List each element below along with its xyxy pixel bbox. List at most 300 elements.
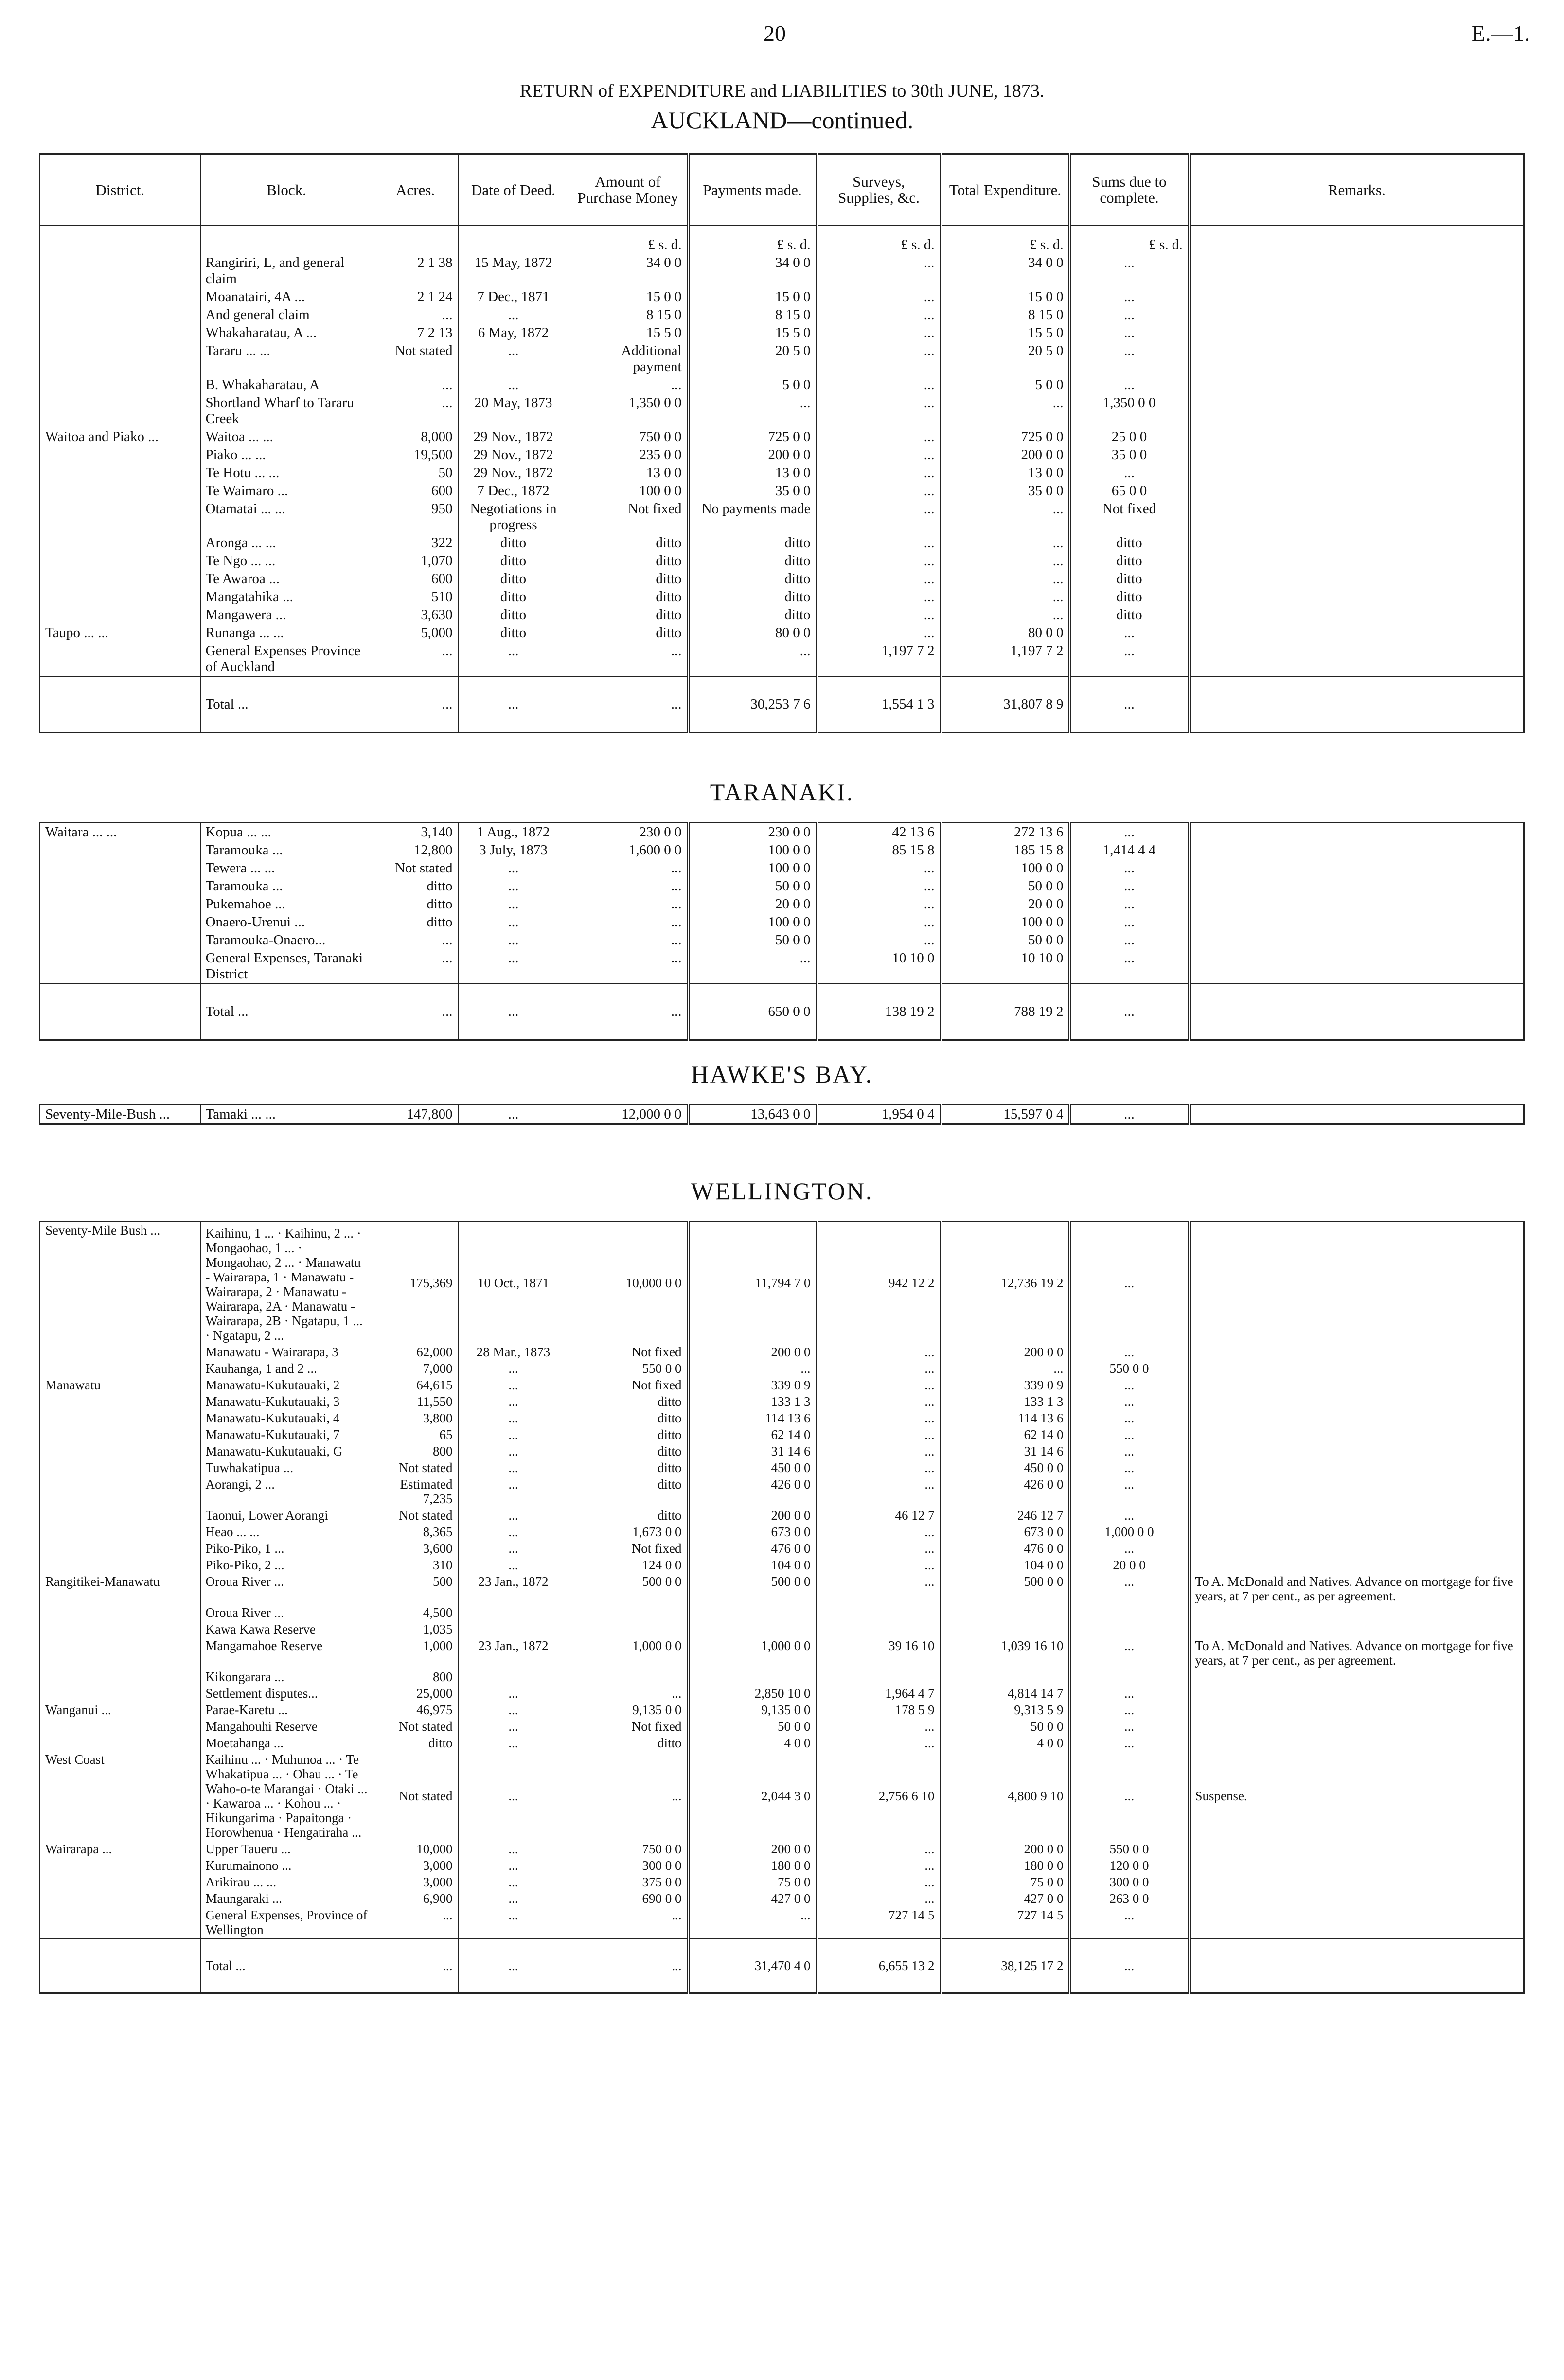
cell-acres: 46,975 [373, 1702, 458, 1718]
table-row [40, 859, 1524, 877]
cell-total: 75 0 0 [941, 1874, 1070, 1890]
cell-surveys: ... [817, 324, 941, 342]
cell-payments: ... [688, 642, 817, 676]
col-date-of-deed: Date of Deed. [458, 154, 569, 226]
cell-date: ... [458, 1890, 569, 1907]
cell-block: Manawatu-Kukutauaki, 4 [200, 1410, 373, 1426]
cell-surveys: ... [817, 254, 941, 288]
cell-payments: 80 0 0 [688, 624, 817, 642]
table-row [40, 1443, 1524, 1459]
cell-payments: 13 0 0 [688, 464, 817, 482]
cell-purchase: ditto [569, 1410, 688, 1426]
cell-purchase: 750 0 0 [569, 428, 688, 446]
cell-total: 339 0 9 [941, 1377, 1070, 1393]
cell-total [941, 1604, 1070, 1621]
table-row [40, 500, 1524, 534]
cell-payments: 5 0 0 [688, 376, 817, 394]
cell-surveys: ... [817, 1857, 941, 1874]
cell-due: Not fixed [1070, 500, 1189, 534]
cell-total: 180 0 0 [941, 1857, 1070, 1874]
cell-block: Manawatu - Wairarapa, 3 [200, 1344, 373, 1360]
cell-purchase: 124 0 0 [569, 1557, 688, 1573]
cell-surveys: ... [817, 1573, 941, 1604]
cell-total: 80 0 0 [941, 624, 1070, 642]
cell-date: 29 Nov., 1872 [458, 428, 569, 446]
cell-payments: 11,794 7 0 [688, 1222, 817, 1344]
cell-due: ... [1070, 913, 1189, 931]
cell-remarks [1189, 1890, 1524, 1907]
table-row [40, 394, 1524, 428]
cell-total: 1,197 7 2 [941, 642, 1070, 676]
cell-total: ... [941, 588, 1070, 606]
cell-due: ditto [1070, 606, 1189, 624]
table-row [40, 624, 1524, 642]
table-row [40, 895, 1524, 913]
cell-acres: 3,000 [373, 1874, 458, 1890]
cell-surveys: ... [817, 534, 941, 552]
cell-date: ... [458, 1540, 569, 1557]
cell-block: Taramouka-Onaero... [200, 931, 373, 949]
cell-remarks: To A. McDonald and Natives. Advance on mortgage for five years, at 7 per cent., as per agreement. [1189, 1637, 1524, 1669]
cell-purchase: ditto [569, 1735, 688, 1751]
table-row [40, 1890, 1524, 1907]
cell-purchase: ... [569, 931, 688, 949]
hawkes-bay-table [39, 1104, 1525, 1125]
cell-date: ... [458, 1360, 569, 1377]
cell-total: 35 0 0 [941, 482, 1070, 500]
cell-acres: 1,000 [373, 1637, 458, 1669]
cell-payments: 20 5 0 [688, 342, 817, 376]
cell-district [40, 342, 200, 376]
cell-due: ... [1070, 984, 1189, 1040]
table-row [40, 841, 1524, 859]
cell-remarks [1189, 1344, 1524, 1360]
cell-purchase: ditto [569, 1426, 688, 1443]
cell-total: 100 0 0 [941, 859, 1070, 877]
cell-surveys: 39 16 10 [817, 1637, 941, 1669]
cell-district [40, 1410, 200, 1426]
cell-total: 104 0 0 [941, 1557, 1070, 1573]
cell-surveys: ... [817, 1874, 941, 1890]
cell-block: Total ... [200, 1938, 373, 1993]
cell-total: 426 0 0 [941, 1476, 1070, 1507]
cell-total: 673 0 0 [941, 1524, 1070, 1540]
cell-remarks [1189, 446, 1524, 464]
cell-total: 500 0 0 [941, 1573, 1070, 1604]
cell-due: 1,000 0 0 [1070, 1524, 1189, 1540]
cell-acres: 8,000 [373, 428, 458, 446]
cell-remarks [1189, 394, 1524, 428]
cell-payments: 13,643 0 0 [688, 1105, 817, 1124]
cell-payments: 50 0 0 [688, 1718, 817, 1735]
cell-district: Seventy-Mile-Bush ... [40, 1105, 200, 1124]
cell-date: ... [458, 1907, 569, 1938]
cell-block: Kurumainono ... [200, 1857, 373, 1874]
cell-district: Waitara ... ... [40, 823, 200, 842]
cell-due: ... [1070, 1476, 1189, 1507]
cell-district: Waitoa and Piako ... [40, 428, 200, 446]
cell-remarks [1189, 1459, 1524, 1476]
cell-district [40, 324, 200, 342]
cell-surveys: ... [817, 1524, 941, 1540]
cell-acres: 12,800 [373, 841, 458, 859]
cell-remarks [1189, 1410, 1524, 1426]
cell-surveys: ... [817, 606, 941, 624]
cell-remarks [1189, 552, 1524, 570]
cell-total: 50 0 0 [941, 931, 1070, 949]
cell-surveys: ... [817, 500, 941, 534]
cell-total: 15 0 0 [941, 288, 1070, 306]
cell-date: ditto [458, 534, 569, 552]
cell-date: ... [458, 1507, 569, 1524]
cell-date: 28 Mar., 1873 [458, 1344, 569, 1360]
cell-surveys: ... [817, 1540, 941, 1557]
cell-total: ... [941, 394, 1070, 428]
table-row [40, 1637, 1524, 1669]
cell-remarks [1189, 1377, 1524, 1393]
cell-remarks [1189, 984, 1524, 1040]
table-row [40, 376, 1524, 394]
table-row [40, 1604, 1524, 1621]
cell-acres: 50 [373, 464, 458, 482]
cell-acres: 510 [373, 588, 458, 606]
cell-surveys: ... [817, 1476, 941, 1507]
cell-district [40, 482, 200, 500]
cell-due: 1,350 0 0 [1070, 394, 1189, 428]
cell-total: ... [941, 570, 1070, 588]
cell-total: 200 0 0 [941, 446, 1070, 464]
cell-due: ... [1070, 949, 1189, 984]
cell-date: ... [458, 1857, 569, 1874]
table-row [40, 913, 1524, 931]
cell-purchase: 235 0 0 [569, 446, 688, 464]
cell-acres: 2 1 24 [373, 288, 458, 306]
cell-district [40, 1557, 200, 1573]
cell-purchase: 1,000 0 0 [569, 1637, 688, 1669]
cell-due: 120 0 0 [1070, 1857, 1189, 1874]
cell-purchase: 500 0 0 [569, 1573, 688, 1604]
cell-payments: 200 0 0 [688, 1841, 817, 1857]
cell-block: Total ... [200, 984, 373, 1040]
cell-surveys: ... [817, 288, 941, 306]
cell-district [40, 606, 200, 624]
cell-surveys: 178 5 9 [817, 1702, 941, 1718]
cell-payments: 673 0 0 [688, 1524, 817, 1540]
cell-date: ... [458, 1841, 569, 1857]
section-subtitle: AUCKLAND—continued. [650, 107, 914, 134]
cell-acres: 3,140 [373, 823, 458, 842]
cell-acres: ditto [373, 895, 458, 913]
cell-due: ... [1070, 624, 1189, 642]
cell-district [40, 1459, 200, 1476]
cell-district [40, 1637, 200, 1669]
unit-label: £ s. d. [569, 226, 688, 254]
total-row [40, 984, 1524, 1040]
cell-payments: 476 0 0 [688, 1540, 817, 1557]
cell-remarks [1189, 1735, 1524, 1751]
cell-payments: 104 0 0 [688, 1557, 817, 1573]
cell-due: ... [1070, 1637, 1189, 1669]
cell-purchase: 15 5 0 [569, 324, 688, 342]
cell-purchase: ditto [569, 534, 688, 552]
cell-remarks [1189, 931, 1524, 949]
cell-block: General Expenses Province of Auckland [200, 642, 373, 676]
cell-district [40, 1360, 200, 1377]
cell-block: Aronga ... ... [200, 534, 373, 552]
cell-remarks [1189, 1718, 1524, 1735]
cell-block: Moetahanga ... [200, 1735, 373, 1751]
cell-district: Wanganui ... [40, 1702, 200, 1718]
cell-district [40, 288, 200, 306]
cell-surveys: 1,554 1 3 [817, 676, 941, 733]
cell-surveys: ... [817, 1377, 941, 1393]
cell-total: 13 0 0 [941, 464, 1070, 482]
cell-block: Te Waimaro ... [200, 482, 373, 500]
table-row [40, 1702, 1524, 1718]
cell-purchase: ... [569, 877, 688, 895]
cell-remarks [1189, 1621, 1524, 1637]
cell-block: Taonui, Lower Aorangi [200, 1507, 373, 1524]
table-row [40, 1222, 1524, 1344]
cell-remarks [1189, 1702, 1524, 1718]
cell-acres: Not stated [373, 859, 458, 877]
cell-purchase: ditto [569, 570, 688, 588]
cell-district [40, 376, 200, 394]
page-title: RETURN of EXPENDITURE and LIABILITIES to 30th JUNE, 1873. [519, 81, 1045, 101]
table-row [40, 1393, 1524, 1410]
cell-purchase: 9,135 0 0 [569, 1702, 688, 1718]
cell-district [40, 1907, 200, 1938]
cell-surveys [817, 1621, 941, 1637]
cell-payments: 339 0 9 [688, 1377, 817, 1393]
cell-district [40, 1735, 200, 1751]
table-row [40, 1573, 1524, 1604]
cell-total: 4,800 9 10 [941, 1751, 1070, 1841]
cell-block: Piko-Piko, 2 ... [200, 1557, 373, 1573]
cell-purchase: ... [569, 859, 688, 877]
table-row [40, 931, 1524, 949]
cell-remarks [1189, 570, 1524, 588]
cell-acres: 600 [373, 570, 458, 588]
cell-surveys [817, 1604, 941, 1621]
cell-district [40, 984, 200, 1040]
cell-district [40, 859, 200, 877]
cell-date: ... [458, 859, 569, 877]
cell-date: ... [458, 1443, 569, 1459]
col-acres: Acres. [373, 154, 458, 226]
cell-due: ditto [1070, 534, 1189, 552]
cell-remarks [1189, 588, 1524, 606]
cell-surveys: 85 15 8 [817, 841, 941, 859]
cell-due: ... [1070, 642, 1189, 676]
cell-date: ... [458, 1735, 569, 1751]
cell-surveys: ... [817, 306, 941, 324]
cell-acres: ... [373, 1938, 458, 1993]
cell-payments [688, 1669, 817, 1685]
table-row [40, 1685, 1524, 1702]
cell-block: Maungaraki ... [200, 1890, 373, 1907]
table-row [40, 324, 1524, 342]
cell-block: Waitoa ... ... [200, 428, 373, 446]
cell-total: 34 0 0 [941, 254, 1070, 288]
cell-surveys: ... [817, 1344, 941, 1360]
section-title-wellington: WELLINGTON. [691, 1177, 873, 1205]
cell-purchase: 100 0 0 [569, 482, 688, 500]
cell-district [40, 1344, 200, 1360]
cell-acres: 600 [373, 482, 458, 500]
cell-total: 62 14 0 [941, 1426, 1070, 1443]
cell-payments: 426 0 0 [688, 1476, 817, 1507]
cell-acres: 19,500 [373, 446, 458, 464]
cell-payments: 100 0 0 [688, 859, 817, 877]
cell-date: ... [458, 984, 569, 1040]
cell-block: Settlement disputes... [200, 1685, 373, 1702]
cell-purchase: ditto [569, 1393, 688, 1410]
cell-total: 788 19 2 [941, 984, 1070, 1040]
cell-payments: 500 0 0 [688, 1573, 817, 1604]
document-reference: E.—1. [1471, 21, 1530, 46]
cell-acres: Not stated [373, 1751, 458, 1841]
cell-total: 727 14 5 [941, 1907, 1070, 1938]
cell-total: 5 0 0 [941, 376, 1070, 394]
cell-total: 427 0 0 [941, 1890, 1070, 1907]
cell-total: ... [941, 552, 1070, 570]
cell-remarks [1189, 342, 1524, 376]
cell-district [40, 1890, 200, 1907]
cell-block: Manawatu-Kukutauaki, 3 [200, 1393, 373, 1410]
cell-payments: ditto [688, 534, 817, 552]
cell-payments [688, 1621, 817, 1637]
cell-acres: 3,800 [373, 1410, 458, 1426]
unit-label: £ s. d. [817, 226, 941, 254]
col-block: Block. [200, 154, 373, 226]
cell-remarks [1189, 1685, 1524, 1702]
cell-due: ... [1070, 1459, 1189, 1476]
cell-date: ... [458, 676, 569, 733]
cell-date: 15 May, 1872 [458, 254, 569, 288]
unit-label: £ s. d. [941, 226, 1070, 254]
cell-payments: 8 15 0 [688, 306, 817, 324]
cell-due: ... [1070, 1735, 1189, 1751]
cell-date: ... [458, 1685, 569, 1702]
cell-surveys: 2,756 6 10 [817, 1751, 941, 1841]
cell-payments: 50 0 0 [688, 877, 817, 895]
cell-block: General Expenses, Taranaki District [200, 949, 373, 984]
cell-payments: 62 14 0 [688, 1426, 817, 1443]
cell-acres: ditto [373, 913, 458, 931]
cell-block: Pukemahoe ... [200, 895, 373, 913]
cell-block: Mangatahika ... [200, 588, 373, 606]
cell-due: ... [1070, 676, 1189, 733]
cell-total: 4,814 14 7 [941, 1685, 1070, 1702]
cell-surveys: ... [817, 913, 941, 931]
cell-remarks [1189, 1105, 1524, 1124]
cell-purchase: ... [569, 949, 688, 984]
cell-date: ... [458, 1557, 569, 1573]
cell-block-group: Kaihinu ... · Muhunoa ... · Te Whakatipua ... · Ohau ... · Te Waho-o-te Marangai · Otaki ... · Kawaroa ... · Kohou ... · Hikungarima · Papaitonga · Horowhenua · Hengatiraha ... [200, 1751, 373, 1841]
cell-block: Mangahouhi Reserve [200, 1718, 373, 1735]
cell-district [40, 500, 200, 534]
cell-remarks [1189, 1476, 1524, 1507]
cell-surveys: 942 12 2 [817, 1222, 941, 1344]
cell-acres: 62,000 [373, 1344, 458, 1360]
cell-remarks [1189, 1604, 1524, 1621]
cell-date: ... [458, 1524, 569, 1540]
cell-block: Kawa Kawa Reserve [200, 1621, 373, 1637]
cell-acres: 10,000 [373, 1841, 458, 1857]
cell-date [458, 1621, 569, 1637]
cell-acres: 8,365 [373, 1524, 458, 1540]
cell-remarks [1189, 1857, 1524, 1874]
cell-district [40, 1476, 200, 1507]
cell-purchase: ditto [569, 606, 688, 624]
cell-purchase: ditto [569, 588, 688, 606]
cell-total [941, 1669, 1070, 1685]
cell-payments: 100 0 0 [688, 913, 817, 931]
cell-block: And general claim [200, 306, 373, 324]
cell-payments: 1,000 0 0 [688, 1637, 817, 1669]
cell-surveys: ... [817, 570, 941, 588]
cell-surveys: ... [817, 394, 941, 428]
table-row [40, 342, 1524, 376]
cell-acres: 1,035 [373, 1621, 458, 1637]
cell-purchase: 230 0 0 [569, 823, 688, 842]
cell-surveys: ... [817, 1890, 941, 1907]
cell-due: ... [1070, 306, 1189, 324]
cell-payments: No payments made [688, 500, 817, 534]
cell-district: Wairarapa ... [40, 1841, 200, 1857]
cell-district [40, 570, 200, 588]
cell-due: ... [1070, 288, 1189, 306]
cell-payments: 725 0 0 [688, 428, 817, 446]
section-title-taranaki: TARANAKI. [710, 779, 854, 806]
cell-surveys: ... [817, 428, 941, 446]
table-row [40, 1841, 1524, 1857]
cell-date: ... [458, 1459, 569, 1476]
cell-remarks [1189, 464, 1524, 482]
cell-acres: Not stated [373, 1718, 458, 1735]
table-row [40, 446, 1524, 464]
table-row [40, 482, 1524, 500]
cell-payments: 427 0 0 [688, 1890, 817, 1907]
cell-date: ... [458, 1426, 569, 1443]
cell-due: ... [1070, 1907, 1189, 1938]
cell-due: ... [1070, 1443, 1189, 1459]
cell-acres: ... [373, 949, 458, 984]
cell-acres: ... [373, 642, 458, 676]
cell-acres: 500 [373, 1573, 458, 1604]
table-row [40, 1459, 1524, 1476]
cell-purchase: 12,000 0 0 [569, 1105, 688, 1124]
cell-acres: ... [373, 306, 458, 324]
cell-district [40, 1669, 200, 1685]
cell-purchase: Not fixed [569, 1377, 688, 1393]
cell-acres: ... [373, 931, 458, 949]
cell-acres: ditto [373, 1735, 458, 1751]
cell-acres: ... [373, 394, 458, 428]
cell-total: 1,039 16 10 [941, 1637, 1070, 1669]
cell-purchase: ditto [569, 1459, 688, 1476]
table-row [40, 552, 1524, 570]
cell-block: General Expenses, Province of Wellington [200, 1907, 373, 1938]
cell-acres: ... [373, 376, 458, 394]
cell-remarks [1189, 913, 1524, 931]
cell-payments: 450 0 0 [688, 1459, 817, 1476]
cell-total: 9,313 5 9 [941, 1702, 1070, 1718]
cell-due: ditto [1070, 570, 1189, 588]
unit-label: £ s. d. [1070, 226, 1189, 254]
cell-date: 3 July, 1873 [458, 841, 569, 859]
